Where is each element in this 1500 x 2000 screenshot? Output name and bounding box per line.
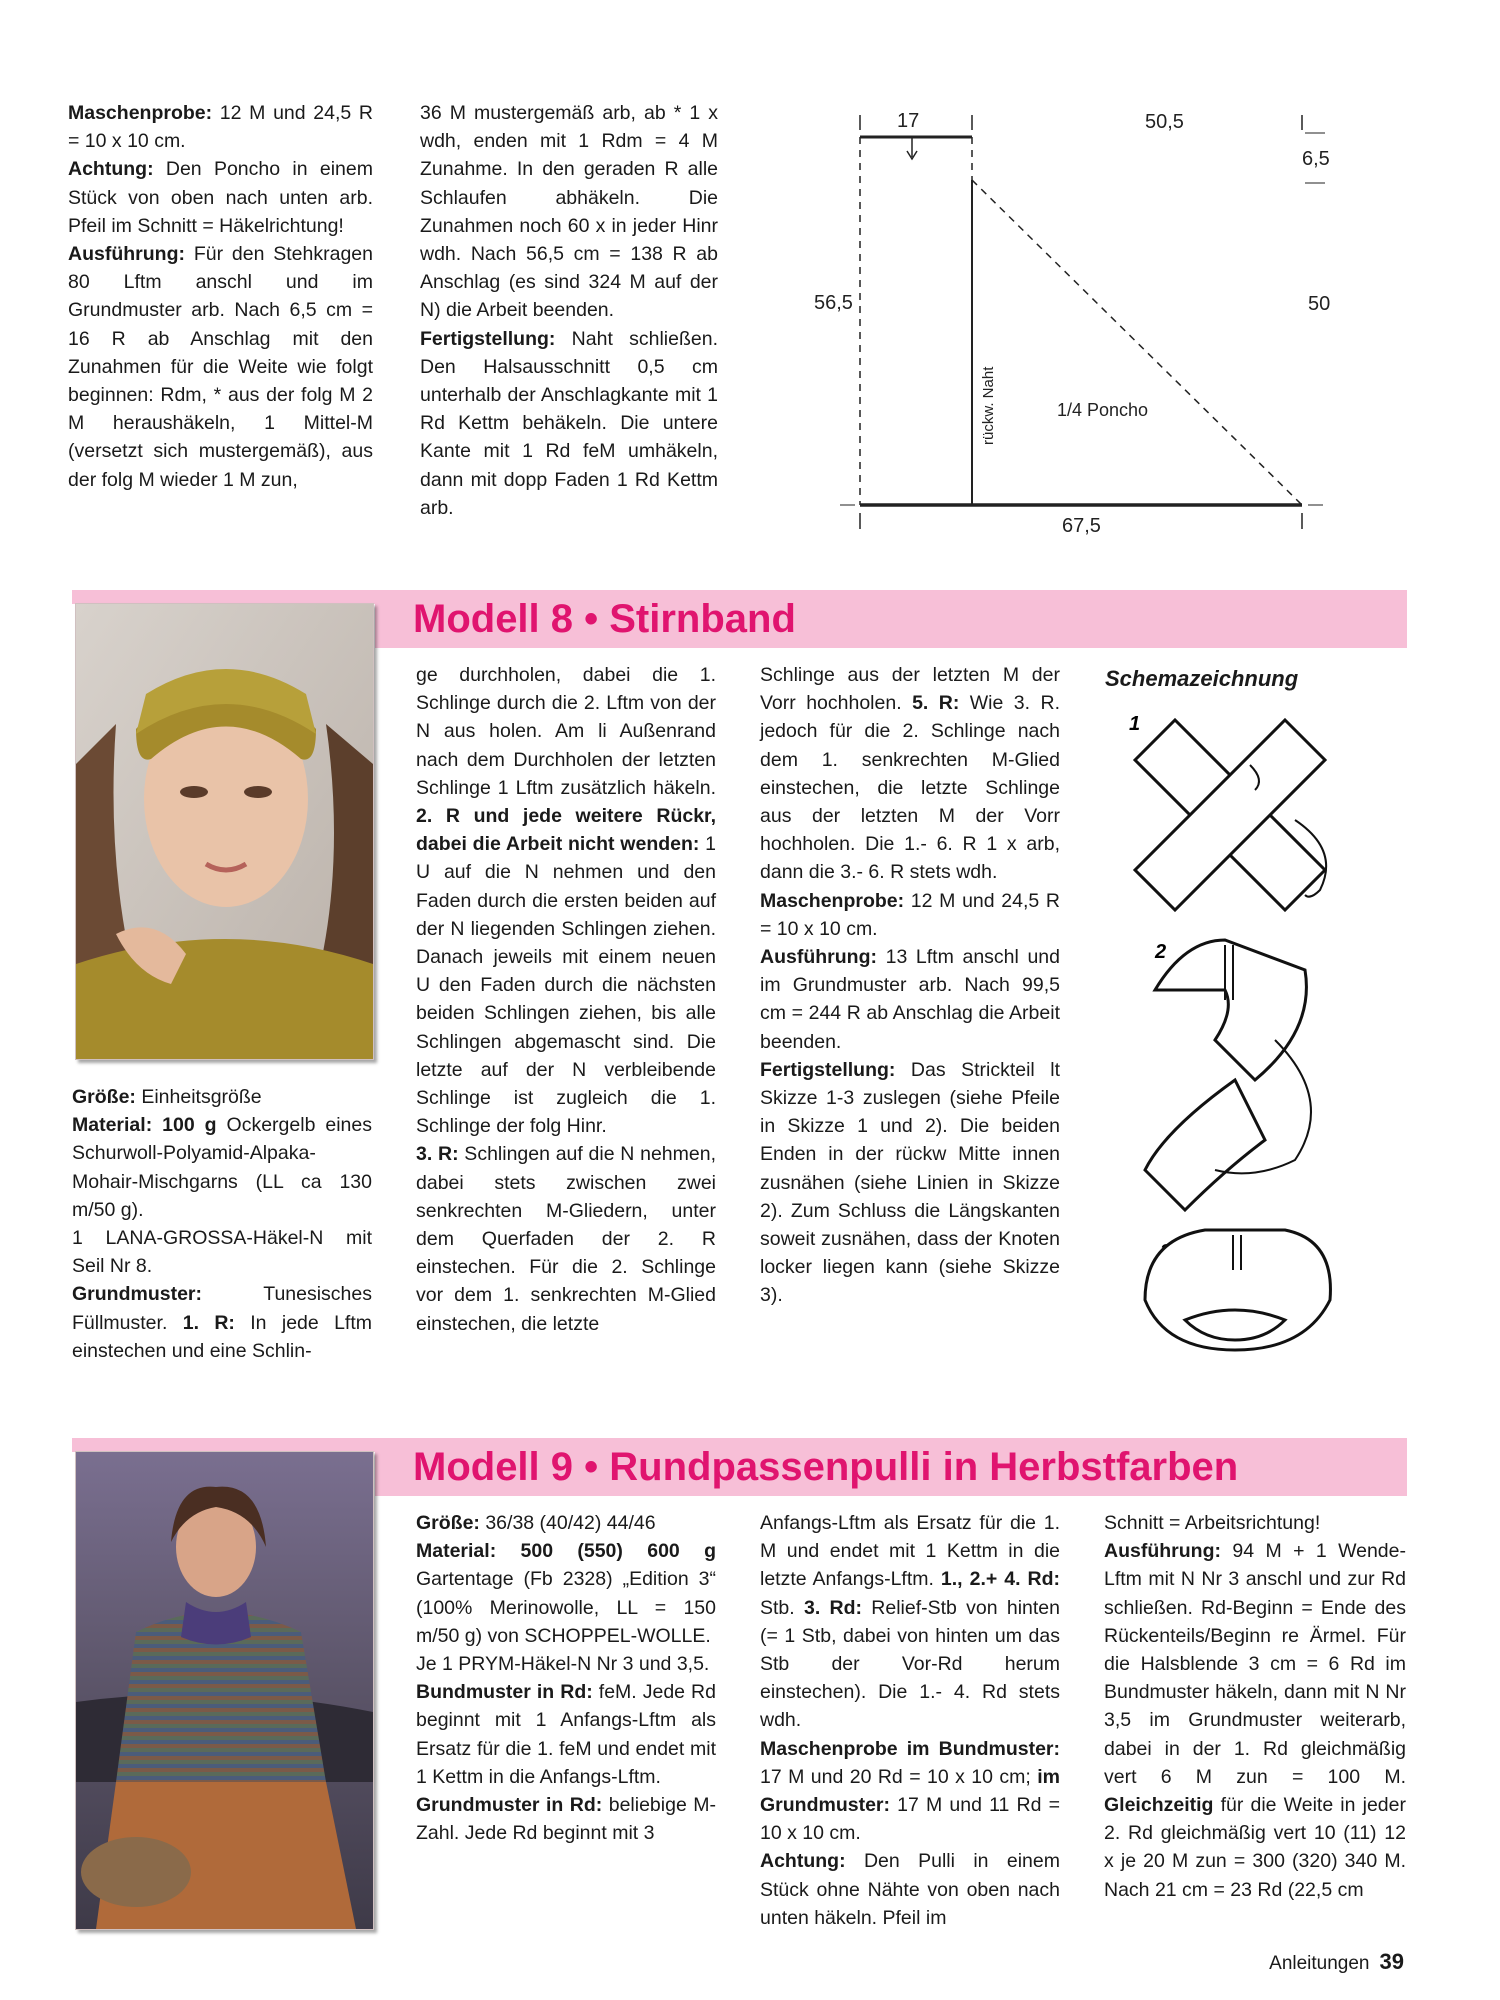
bold-run: 2. R und jede weitere Rückr, dabei die Arbeit nicht wenden: [416, 805, 716, 856]
paragraph [760, 1735, 1060, 1848]
modell9-banner-thin [72, 1438, 375, 1452]
dim-bottom: 67,5 [1062, 515, 1101, 537]
text-run: Einheitsgröße [135, 1086, 262, 1108]
text-run: Für den Stehkragen 80 Lftm anschl und im Grundmuster arb. Nach 6,5 cm = 16 R ab Anschlag mit den Zunahmen für die Weite wie folgt beginnen: Rdm, * aus der folg M 2 M heraushäkeln, 1 Mittel-M (versetzt sich mustergemäß), aus der folg M wieder 1 M zun, [68, 243, 373, 491]
bold-run: Gleichzeitig [1104, 1794, 1214, 1817]
text-run: Stb. [760, 1596, 804, 1619]
text-run: 12 M und 24,5 R = 10 x 10 cm. [68, 102, 373, 153]
poncho-col-2 [420, 99, 718, 522]
text-run: beliebige M-Zahl. Jede Rd beginnt mit 3 [416, 1794, 716, 1845]
text-run: Relief-Stb von hinten (= 1 Stb, dabei von hinten um das Stb der Vor-Rd herum einstechen). Die 1.- 4. Rd stets wdh. [760, 1596, 1060, 1732]
paragraph [1104, 1537, 1406, 1904]
text-run: für die Weite in jeder 2. Rd gleichmäßig vert 10 (11) 12 x je 20 M zun = 300 (320) 340 M. Nach 21 cm = 23 Rd (22,5 cm [1104, 1794, 1406, 1901]
paragraph [420, 325, 718, 522]
bold-run: Grundmuster in Rd: [416, 1794, 603, 1817]
paragraph [416, 1509, 716, 1537]
bold-run: Größe: [72, 1086, 136, 1108]
text-run: Den Poncho in einem Stück von oben nach unten arb. Pfeil im Schnitt = Häkelrichtung! [68, 158, 373, 237]
bold-run: 1., 2.+ 4. Rd: [940, 1568, 1060, 1591]
bold-run: Maschenprobe im Bundmuster: [760, 1737, 1060, 1760]
bold-run: Fertigstellung: [420, 327, 556, 350]
text-run: Naht schließen. Den Halsausschnitt 0,5 cm unterhalb der Anschlagkante mit 1 Rd Kettm behäkeln. Die untere Kante mit 1 Rd feM umhäkeln, dann mit dopp Faden 1 Rd Kettm arb. [420, 327, 718, 519]
text-run: ge durchholen, dabei die 1. Schlinge durch die 2. Lftm von der N aus holen. Am li Außenrand nach dem Durchholen der letzten Schlinge 1 Lftm zusätzlich häkeln. [416, 664, 716, 799]
dim-right: 50 [1308, 293, 1331, 315]
text-run: Den Pulli in einem Stück ohne Nähte von oben nach unten häkeln. Pfeil im [760, 1850, 1060, 1929]
bold-run: Ausführung: [1104, 1540, 1221, 1563]
text-run: In jede Lftm einstechen und eine Schlin- [72, 1311, 372, 1362]
paragraph [1104, 1509, 1406, 1537]
modell8-banner-thin [72, 590, 375, 604]
paragraph [68, 240, 373, 494]
bold-run: 3. Rd: [803, 1596, 862, 1619]
modell9-col-1 [416, 1509, 716, 1847]
sketch-3-icon [1145, 1230, 1330, 1350]
paragraph [416, 1537, 716, 1650]
bold-run: Ausführung: [760, 946, 877, 969]
bold-run: 1. R: [182, 1311, 235, 1334]
modell8-col-3 [760, 661, 1060, 1310]
paragraph [416, 1678, 716, 1791]
modell9-col-2 [760, 1509, 1060, 1932]
schema-title: Schemazeichnung [1105, 666, 1299, 691]
modell9-title: Modell 9 • Rundpassenpulli in Herbstfarben [413, 1445, 1239, 1489]
paragraph [72, 1280, 372, 1365]
paragraph [760, 1056, 1060, 1310]
paragraph [416, 1650, 716, 1678]
paragraph [760, 661, 1060, 887]
text-run: Schlinge aus der letzten M der Vorr hochholen. [760, 664, 1060, 715]
bold-run: Grundmuster: [72, 1283, 203, 1306]
bold-run: Größe: [416, 1512, 480, 1534]
text-run: 13 Lftm anschl und im Grundmuster arb. Nach 99,5 cm = 244 R ab Anschlag die Arbeit beenden. [760, 946, 1060, 1053]
text-run: feM. Jede Rd beginnt mit 1 Anfangs-Lftm als Ersatz für die 1. feM und endet mit 1 Kettm in die Anfangs-Lftm. [416, 1681, 716, 1788]
headband-model-photo [75, 603, 374, 1060]
seam-label: rückw. Naht [980, 366, 997, 445]
page-number: 39 [1379, 1949, 1404, 1974]
sketch-2-number: 2 [1155, 941, 1167, 963]
text-run: 36/38 (40/42) 44/46 [479, 1512, 656, 1534]
bold-run: Maschenprobe: [68, 102, 213, 124]
dim-top-left: 17 [897, 110, 920, 132]
bold-run: Achtung: [760, 1850, 846, 1873]
text-run: 1 LANA-GROSSA-Häkel-N mit Seil Nr 8. [72, 1227, 372, 1278]
dim-right-top: 6,5 [1302, 148, 1330, 170]
text-run: Anfangs-Lftm als Ersatz für die 1. M und endet mit 1 Kettm in die letzte Anfangs-Lftm. [760, 1512, 1060, 1591]
paragraph [72, 1111, 372, 1224]
text-run: 17 M und 11 Rd = 10 x 10 cm. [760, 1794, 1060, 1845]
text-run: 36 M mustergemäß arb, ab * 1 x wdh, enden mit 1 Rdm = 4 M Zunahme. In den geraden R alle Schlaufen abhäkeln. Die Zunahmen noch 60 x in jeder Hinr wdh. Nach 56,5 cm = 138 R ab Anschlag (es sind 324 M auf der N) die Arbeit beenden. [420, 102, 718, 322]
bold-run: Material: 500 (550) 600 g [416, 1540, 716, 1563]
paragraph [420, 99, 718, 325]
modell8-title: Modell 8 • Stirnband [413, 597, 796, 641]
bold-run: Bundmuster in Rd: [416, 1681, 593, 1704]
bold-run: im Grundmuster: [760, 1765, 1060, 1817]
sketch-1-number: 1 [1129, 713, 1141, 735]
modell9-banner [375, 1438, 1407, 1496]
text-run: 12 M und 24,5 R = 10 x 10 cm. [760, 889, 1060, 940]
text-run: Schnitt = Arbeitsrichtung! [1104, 1512, 1321, 1534]
text-run: Tunesisches Füllmuster. [72, 1283, 372, 1334]
paragraph [760, 943, 1060, 1056]
text-run: 1 U auf die N nehmen und den Faden durch die ersten beiden auf der N liegenden Schlingen ziehen. Danach jeweils mit einem neuen U den Faden durch die nächsten beiden Schlingen ziehen, bis alle Schlingen abgemascht sind. Die letzte auf der N verbleibende Schlinge ist zugleich die 1. Schlinge der folg Hinr. [416, 833, 717, 1138]
paragraph [760, 887, 1060, 943]
page-footer [1269, 1949, 1404, 1975]
paragraph [416, 661, 716, 1140]
quarter-poncho-label: 1/4 Poncho [1057, 400, 1149, 420]
modell9-col-3 [1104, 1509, 1406, 1904]
bold-run: 5. R: [912, 692, 960, 715]
modell8-banner [375, 590, 1407, 648]
text-run: Wie 3. R. jedoch für die 2. Schlinge nach dem 1. senkrechten M-Glied einstechen, die letzte Schlinge aus der letzten M der Vorr hochholen. Die 1.- 6. R 1 x arb, dann die 3.- 6. R stets wdh. [760, 692, 1060, 884]
bold-run: Maschenprobe: [760, 889, 905, 912]
modell8-col-2 [416, 661, 716, 1338]
text-run: Das Strickteil lt Skizze 1-3 zuslegen (siehe Pfeile in Skizze 1 und 2). Die beiden Enden in der rückw Mitte innen zusnähen (siehe Linien in Skizze 2). Zum Schluss die Längskanten soweit zusnähen, dass der Knoten locker liegen kann (siehe Skizze 3). [760, 1058, 1060, 1307]
paragraph [760, 1509, 1060, 1735]
paragraph [72, 1083, 372, 1111]
text-run: 17 M und 20 Rd = 10 x 10 cm; [760, 1765, 1038, 1788]
schema-sketches [1105, 700, 1345, 1360]
paragraph [760, 1847, 1060, 1932]
paragraph [68, 99, 373, 155]
text-run: Ockergelb eines Schurwoll-Polyamid-Alpaka-Mohair-Mischgarns (LL ca 130 m/50 g). [72, 1114, 372, 1221]
poncho-schematic [800, 95, 1360, 555]
text-run: Gartentage (Fb 2328) „Edition 3“ (100% Merinowolle, LL = 150 m/50 g) von SCHOPPEL-WOLLE. [416, 1568, 716, 1647]
poncho-col-1 [68, 99, 373, 494]
modell8-col-1 [72, 1083, 372, 1365]
dim-left: 56,5 [814, 292, 853, 314]
bold-run: 3. R: [416, 1143, 459, 1166]
dim-top-right: 50,5 [1145, 111, 1184, 133]
text-run: Schlingen auf die N nehmen, dabei stets zwischen zwei senkrechten M-Gliedern, unter dem Querfaden der 2. R einstechen. Für die 2. Schlinge vor dem 1. senkrechten M-Glied einstechen, die letzte [416, 1143, 716, 1335]
sweater-model-photo [75, 1451, 374, 1930]
bold-run: Achtung: [68, 158, 154, 181]
footer-section: Anleitungen [1269, 1953, 1370, 1974]
paragraph [72, 1224, 372, 1280]
text-run: 94 M + 1 Wende-Lftm mit N Nr 3 anschl und zur Rd schließen. Rd-Beginn = Ende des Rückenteils/Beginn re Ärmel. Für die Halsblende 3 cm = 6 Rd im Bundmuster häkeln, dann mit N Nr 3,5 im Grundmuster weiterarb, dabei in der 1. Rd gleichmäßig vert 6 M zun = 100 M. [1104, 1540, 1406, 1788]
paragraph [68, 155, 373, 240]
sketch-1-icon [1135, 720, 1325, 910]
text-run: Je 1 PRYM-Häkel-N Nr 3 und 3,5. [416, 1653, 710, 1676]
paragraph [416, 1791, 716, 1847]
paragraph [416, 1140, 716, 1337]
bold-run: Fertigstellung: [760, 1058, 896, 1081]
bold-run: Ausführung: [68, 243, 185, 266]
bold-run: Material: 100 g [72, 1114, 217, 1137]
